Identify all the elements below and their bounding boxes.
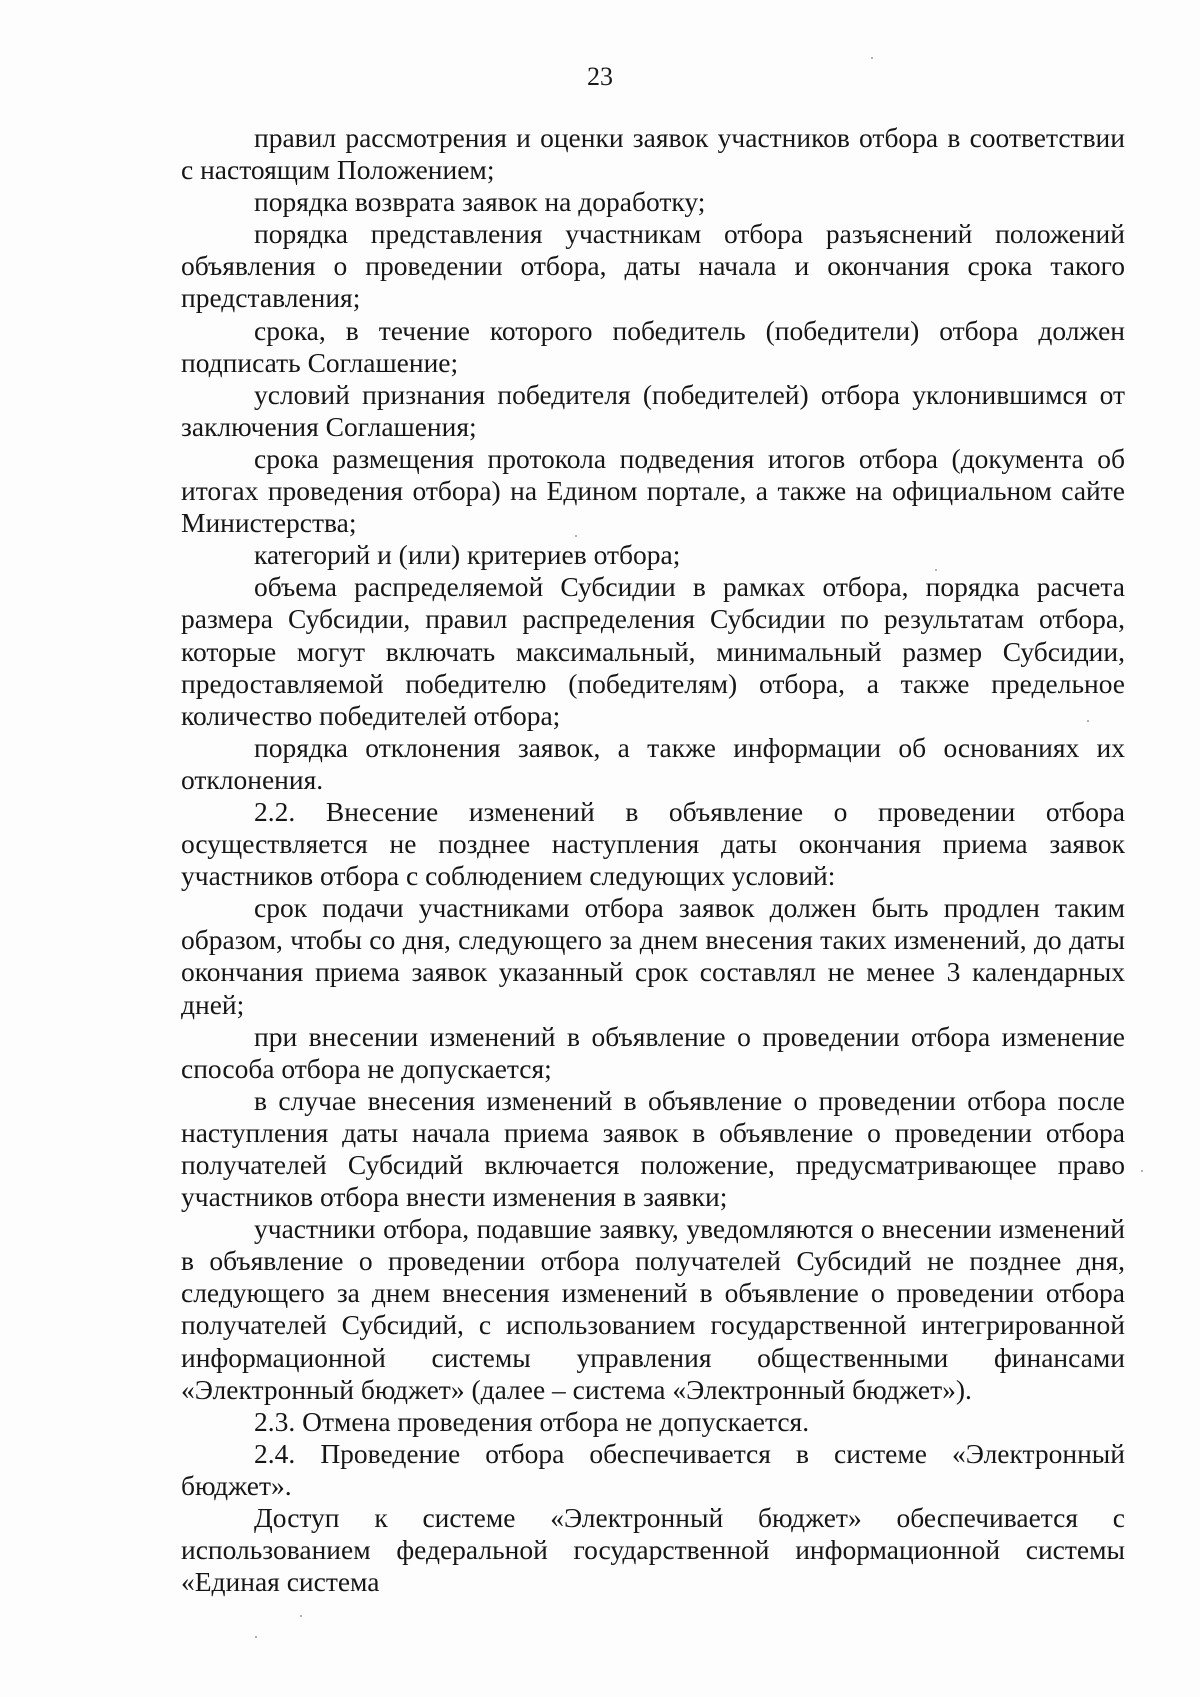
scan-speck <box>255 1636 257 1638</box>
paragraph: в случае внесения изменений в объявление о проведении отбора после наступления даты начала приема заявок в объявление о проведении отбора получателей Субсидий включается положение, предусматривающее право участников отбора внести изменения в заявки; <box>181 1084 1125 1213</box>
page-number: 23 <box>587 62 613 91</box>
paragraph: 2.2. Внесение изменений в объявление о проведении отбора осуществляется не позднее наступления даты окончания приема заявок участников отбора с соблюдением следующих условий: <box>181 795 1125 892</box>
body-text <box>181 122 1125 1598</box>
paragraph: при внесении изменений в объявление о проведении отбора изменение способа отбора не допускается; <box>181 1020 1125 1084</box>
scan-speck <box>1087 720 1089 722</box>
paragraph: правил рассмотрения и оценки заявок участников отбора в соответствии с настоящим Положением; <box>181 122 1125 186</box>
paragraph: 2.4. Проведение отбора обеспечивается в системе «Электронный бюджет». <box>181 1437 1125 1501</box>
paragraph: срока, в течение которого победитель (победители) отбора должен подписать Соглашение; <box>181 314 1125 378</box>
scan-speck <box>575 535 577 537</box>
paragraph: срока размещения протокола подведения итогов отбора (документа об итогах проведения отбора) на Едином портале, а также на официальном сайте Министерства; <box>181 442 1125 539</box>
paragraph: Доступ к системе «Электронный бюджет» обеспечивается с использованием федеральной государственной информационной системы «Единая система <box>181 1502 1125 1598</box>
paragraph: порядка возврата заявок на доработку; <box>254 186 706 218</box>
paragraph: участники отбора, подавшие заявку, уведомляются о внесении изменений в объявление о проведении отбора получателей Субсидий не позднее дня, следующего за днем внесения изменений в объявление о проведении отбора получателей Субсидий, с использованием государственной интегрированной информационной системы управления общественными финансами «Электронный бюджет» (далее – система «Электронный бюджет»). <box>181 1213 1125 1405</box>
scan-speck <box>871 57 873 59</box>
paragraph: 2.3. Отмена проведения отбора не допускается. <box>254 1405 810 1437</box>
scan-speck <box>935 569 937 571</box>
paragraph: объема распределяемой Субсидии в рамках отбора, порядка расчета размера Субсидии, правил распределения Субсидии по результатам отбора, которые могут включать максимальный, минимальный размер Субсидии, предоставляемой победителю (победителям) отбора, а также предельное количество победителей отбора; <box>181 571 1125 731</box>
paragraph: условий признания победителя (победителей) отбора уклонившимся от заключения Соглашения; <box>181 378 1125 442</box>
paragraph: порядка отклонения заявок, а также информации об основаниях их отклонения. <box>181 731 1125 795</box>
paragraph: срок подачи участниками отбора заявок должен быть продлен таким образом, чтобы со дня, следующего за днем внесения таких изменений, до даты окончания приема заявок указанный срок составлял не менее 3 календарных дней; <box>181 892 1125 1020</box>
paragraph: порядка представления участникам отбора разъяснений положений объявления о проведении отбора, даты начала и окончания срока такого представления; <box>181 218 1125 314</box>
scan-speck <box>1141 1170 1143 1172</box>
scan-speck <box>300 1615 302 1617</box>
paragraph: категорий и (или) критериев отбора; <box>254 539 681 571</box>
